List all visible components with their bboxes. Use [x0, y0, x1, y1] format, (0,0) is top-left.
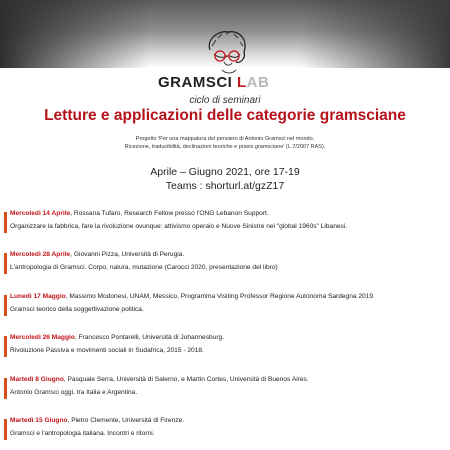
- session-header: [10, 251, 184, 258]
- session-header: [10, 417, 184, 424]
- session-speaker: , Francesco Pontarelli, Università di Johannesburg.: [74, 334, 225, 341]
- session-topic: Gramsci e l'antropologia italiana. Incontri e ritorni.: [10, 430, 155, 437]
- session-speaker: , Rossana Tufaro, Research Fellow presso l'ONG Lebanon Support.: [70, 210, 269, 217]
- session-topic: L'antropologia di Gramsci. Corpo, natura, mutazione (Carocci 2020, presentazione del libro): [10, 264, 278, 271]
- session-topic: Organizzare la fabbrica, fare la rivoluzione ovunque: attivismo operaio e Nuove Sinistre nei "global 1960s" Libanesi.: [10, 223, 348, 230]
- schedule-info: [0, 165, 450, 193]
- project-line-2: Ricezione, traducibilità, declinazioni teoriche e praxis gramsciane' (L.7/2007 RAS).: [124, 144, 326, 150]
- session-date: Mercoledì 26 Maggio: [10, 334, 75, 341]
- session-date: Mercoledì 14 Aprile: [10, 210, 71, 217]
- session-bar: [4, 253, 7, 274]
- period-text: Aprile – Giugno 2021, ore 17-19: [150, 166, 300, 178]
- session-bar: [4, 212, 7, 233]
- session-date: Martedì 8 Giugno: [10, 376, 64, 383]
- subtitle: ciclo di seminari: [189, 95, 261, 106]
- session-header: [10, 334, 224, 341]
- session-topic: Antonio Gramsci oggi, tra Italia e Argentina.: [10, 389, 138, 396]
- page-title: Letture e applicazioni delle categorie gramsciane: [44, 107, 406, 124]
- project-line-1: Progetto 'Per una mappatura del pensiero di Antonio Gramsci nel mondo.: [135, 136, 315, 142]
- session-header: [10, 210, 269, 217]
- session-header: [10, 293, 375, 300]
- session-topic: Gramsci teorico della soggettivazione politica.: [10, 306, 144, 313]
- session-topic: Rivoluzione Passiva e movimenti sociali in Sudafrica, 2015 - 2018.: [10, 347, 204, 354]
- session-bar: [4, 378, 7, 399]
- brand-logo: [158, 74, 298, 91]
- brand-part-2: L: [237, 74, 247, 91]
- gramsci-sketch-icon: [196, 28, 256, 78]
- brand-part-1: GRAMSCI: [158, 74, 237, 91]
- session-speaker: , Pasquale Serra, Università di Salerno, e Martin Cortes, Università di Buenos Aires.: [63, 376, 309, 383]
- session-date: Lunedì 17 Maggio: [10, 293, 66, 300]
- session-header: [10, 376, 309, 383]
- teams-link[interactable]: Teams : shorturl.at/gzZ17: [165, 180, 285, 192]
- session-date: Mercoledì 28 Aprile: [10, 251, 71, 258]
- session-bar: [4, 336, 7, 357]
- session-bar: [4, 295, 7, 316]
- session-speaker: , Giovanni Pizza, Università di Perugia.: [70, 251, 185, 258]
- session-bar: [4, 419, 7, 440]
- photo-shade-right: [300, 0, 450, 68]
- session-date: Martedì 15 Giugno: [10, 417, 68, 424]
- brand-part-3: AB: [246, 74, 270, 91]
- photo-shade-left: [0, 0, 150, 68]
- session-speaker: , Massimo Modonesi, UNAM, Messico, Programma Visiting Professor Regione Autonoma Sardegna 2019.: [65, 293, 375, 300]
- project-description: [75, 135, 375, 151]
- session-speaker: , Pietro Clemente, Università di Firenze.: [67, 417, 185, 424]
